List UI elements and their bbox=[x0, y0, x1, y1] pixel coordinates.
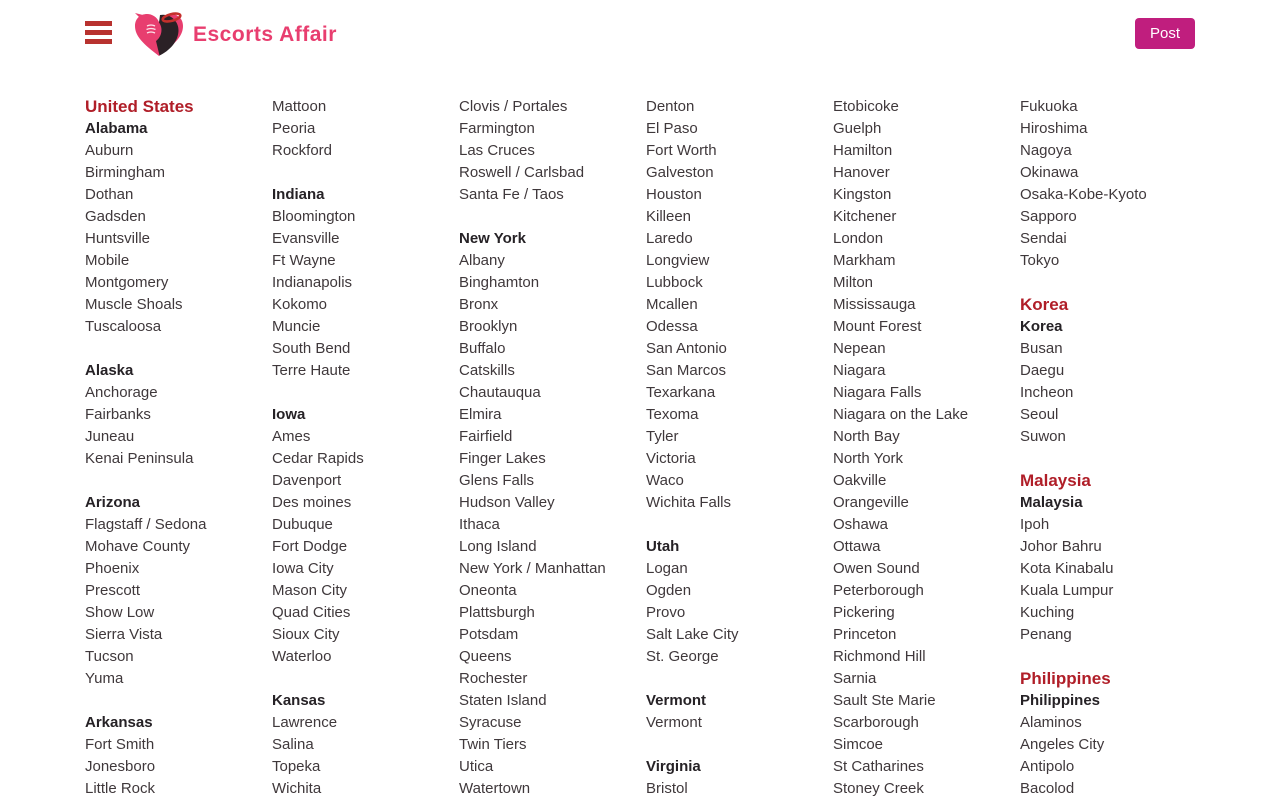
city-link[interactable]: St. George bbox=[646, 648, 719, 665]
directory-column bbox=[459, 96, 646, 800]
city-link[interactable]: Ottawa bbox=[833, 538, 881, 555]
city-link[interactable]: Mohave County bbox=[85, 538, 191, 555]
city-link[interactable]: Bristol bbox=[646, 780, 688, 797]
city-link[interactable]: Niagara bbox=[833, 362, 886, 379]
city-link[interactable]: Penang bbox=[1020, 626, 1072, 643]
city-link[interactable]: Vermont bbox=[646, 714, 702, 731]
city-link[interactable]: Fairbanks bbox=[85, 406, 151, 423]
city-link[interactable]: Daegu bbox=[1020, 362, 1065, 379]
state-header: Malaysia bbox=[1020, 494, 1083, 511]
city-link[interactable]: Anchorage bbox=[85, 384, 158, 401]
city-link[interactable]: Antipolo bbox=[1020, 758, 1075, 775]
row-gap bbox=[459, 206, 646, 228]
country-header: Philippines bbox=[1020, 669, 1111, 688]
city-link[interactable]: Binghamton bbox=[459, 274, 540, 291]
city-link[interactable]: Wichita bbox=[272, 780, 322, 797]
heart-logo-icon bbox=[133, 12, 185, 58]
top-bar bbox=[0, 0, 1280, 70]
city-link[interactable]: Finger Lakes bbox=[459, 450, 546, 467]
city-link[interactable]: Killeen bbox=[646, 208, 692, 225]
city-link[interactable]: Hanover bbox=[833, 164, 890, 181]
city-link[interactable]: Fukuoka bbox=[1020, 98, 1078, 115]
city-link[interactable]: San Marcos bbox=[646, 362, 727, 379]
city-link[interactable]: Waterloo bbox=[272, 648, 332, 665]
row-gap bbox=[85, 338, 272, 360]
city-link[interactable]: Birmingham bbox=[85, 164, 166, 181]
city-link[interactable]: Markham bbox=[833, 252, 896, 269]
city-link[interactable]: Little Rock bbox=[85, 780, 156, 797]
city-link[interactable]: Farmington bbox=[459, 120, 535, 137]
city-link[interactable]: Muscle Shoals bbox=[85, 296, 183, 313]
city-link[interactable]: North Bay bbox=[833, 428, 900, 445]
state-header: Arkansas bbox=[85, 714, 153, 731]
country-header: Malaysia bbox=[1020, 471, 1091, 490]
city-link[interactable]: Angeles City bbox=[1020, 736, 1105, 753]
city-link[interactable]: Princeton bbox=[833, 626, 897, 643]
row-gap bbox=[85, 470, 272, 492]
city-link[interactable]: Etobicoke bbox=[833, 98, 899, 115]
city-link[interactable]: Owen Sound bbox=[833, 560, 920, 577]
city-link[interactable]: Montgomery bbox=[85, 274, 169, 291]
row-gap bbox=[1020, 646, 1207, 668]
city-link[interactable]: Ogden bbox=[646, 582, 692, 599]
city-link[interactable]: Ames bbox=[272, 428, 311, 445]
state-header: Korea bbox=[1020, 318, 1063, 335]
directory bbox=[85, 96, 1207, 800]
city-link[interactable]: Niagara on the Lake bbox=[833, 406, 969, 423]
city-link[interactable]: Elmira bbox=[459, 406, 502, 423]
city-link[interactable]: Lubbock bbox=[646, 274, 703, 291]
city-link[interactable]: Nepean bbox=[833, 340, 886, 357]
city-link[interactable]: Roswell / Carlsbad bbox=[459, 164, 585, 181]
row-gap bbox=[85, 690, 272, 712]
city-link[interactable]: Ipoh bbox=[1020, 516, 1050, 533]
city-link[interactable]: Lawrence bbox=[272, 714, 338, 731]
city-link[interactable]: Tyler bbox=[646, 428, 679, 445]
city-link[interactable]: Fort Dodge bbox=[272, 538, 348, 555]
city-link[interactable]: Provo bbox=[646, 604, 686, 621]
city-link[interactable]: Mobile bbox=[85, 252, 130, 269]
city-link[interactable]: Longview bbox=[646, 252, 710, 269]
city-link[interactable]: Waco bbox=[646, 472, 684, 489]
city-link[interactable]: Alaminos bbox=[1020, 714, 1082, 731]
city-link[interactable]: Fairfield bbox=[459, 428, 513, 445]
city-link[interactable]: London bbox=[833, 230, 884, 247]
city-link[interactable]: Galveston bbox=[646, 164, 714, 181]
city-link[interactable]: Hamilton bbox=[833, 142, 893, 159]
city-link[interactable]: Kota Kinabalu bbox=[1020, 560, 1114, 577]
city-link[interactable]: Guelph bbox=[833, 120, 882, 137]
city-link[interactable]: Catskills bbox=[459, 362, 515, 379]
country-header: United States bbox=[85, 97, 194, 116]
row-gap bbox=[272, 382, 459, 404]
state-header: Philippines bbox=[1020, 692, 1101, 709]
city-link[interactable]: Tuscaloosa bbox=[85, 318, 162, 335]
city-link[interactable]: Mcallen bbox=[646, 296, 698, 313]
city-link[interactable]: Muncie bbox=[272, 318, 321, 335]
city-link[interactable]: El Paso bbox=[646, 120, 698, 137]
state-header: Alaska bbox=[85, 362, 134, 379]
city-link[interactable]: Brooklyn bbox=[459, 318, 518, 335]
city-link[interactable]: Prescott bbox=[85, 582, 141, 599]
row-gap bbox=[272, 162, 459, 184]
state-header: Iowa bbox=[272, 406, 306, 423]
city-link[interactable]: Mason City bbox=[272, 582, 348, 599]
city-link[interactable]: Tokyo bbox=[1020, 252, 1060, 269]
city-link[interactable]: Hudson Valley bbox=[459, 494, 555, 511]
city-link[interactable]: Bacolod bbox=[1020, 780, 1075, 797]
row-gap bbox=[1020, 272, 1207, 294]
city-link[interactable]: Texoma bbox=[646, 406, 699, 423]
city-link[interactable]: Rochester bbox=[459, 670, 528, 687]
row-gap bbox=[1020, 448, 1207, 470]
city-link[interactable]: Mount Forest bbox=[833, 318, 922, 335]
city-link[interactable]: Sapporo bbox=[1020, 208, 1077, 225]
city-link[interactable]: Salina bbox=[272, 736, 314, 753]
country-header: Korea bbox=[1020, 295, 1069, 314]
city-link[interactable]: Oshawa bbox=[833, 516, 889, 533]
city-link[interactable]: Plattsburgh bbox=[459, 604, 535, 621]
city-link[interactable]: Cedar Rapids bbox=[272, 450, 364, 467]
row-gap bbox=[272, 668, 459, 690]
city-link[interactable]: Juneau bbox=[85, 428, 135, 445]
city-link[interactable]: Seoul bbox=[1020, 406, 1059, 423]
city-link[interactable]: Johor Bahru bbox=[1020, 538, 1102, 555]
city-link[interactable]: Hiroshima bbox=[1020, 120, 1088, 137]
city-link[interactable]: Kokomo bbox=[272, 296, 328, 313]
state-header: Utah bbox=[646, 538, 680, 555]
city-link[interactable]: Oakville bbox=[833, 472, 887, 489]
city-link[interactable]: Bloomington bbox=[272, 208, 356, 225]
city-link[interactable]: Auburn bbox=[85, 142, 134, 159]
city-link[interactable]: Watertown bbox=[459, 780, 531, 797]
directory-column bbox=[1020, 96, 1207, 800]
city-link[interactable]: Orangeville bbox=[833, 494, 909, 511]
city-link[interactable]: Kenai Peninsula bbox=[85, 450, 194, 467]
city-link[interactable]: Davenport bbox=[272, 472, 342, 489]
city-link[interactable]: Okinawa bbox=[1020, 164, 1079, 181]
city-link[interactable]: Iowa City bbox=[272, 560, 334, 577]
city-link[interactable]: South Bend bbox=[272, 340, 351, 357]
directory-column bbox=[833, 96, 1020, 800]
city-link[interactable]: Texarkana bbox=[646, 384, 716, 401]
state-header: Vermont bbox=[646, 692, 707, 709]
city-link[interactable]: Jonesboro bbox=[85, 758, 156, 775]
city-link[interactable]: Chautauqua bbox=[459, 384, 541, 401]
state-header: Alabama bbox=[85, 120, 148, 137]
city-link[interactable]: Kuching bbox=[1020, 604, 1075, 621]
city-link[interactable]: Milton bbox=[833, 274, 874, 291]
city-link[interactable]: Quad Cities bbox=[272, 604, 351, 621]
directory-column bbox=[646, 96, 833, 800]
city-link[interactable]: Santa Fe / Taos bbox=[459, 186, 564, 203]
directory-column bbox=[272, 96, 459, 800]
city-link[interactable]: Fort Worth bbox=[646, 142, 717, 159]
city-link[interactable]: Logan bbox=[646, 560, 688, 577]
city-link[interactable]: Niagara Falls bbox=[833, 384, 922, 401]
city-link[interactable]: Pickering bbox=[833, 604, 895, 621]
city-link[interactable]: Twin Tiers bbox=[459, 736, 527, 753]
state-header: Indiana bbox=[272, 186, 325, 203]
city-link[interactable]: Laredo bbox=[646, 230, 693, 247]
city-link[interactable]: Sierra Vista bbox=[85, 626, 163, 643]
city-link[interactable]: Osaka-Kobe-Kyoto bbox=[1020, 186, 1147, 203]
post-button[interactable]: Post bbox=[1135, 18, 1195, 49]
city-link[interactable]: Busan bbox=[1020, 340, 1063, 357]
city-link[interactable]: Utica bbox=[459, 758, 494, 775]
city-link[interactable]: Phoenix bbox=[85, 560, 140, 577]
city-link[interactable]: Sarnia bbox=[833, 670, 877, 687]
city-link[interactable]: Nagoya bbox=[1020, 142, 1072, 159]
state-header: Arizona bbox=[85, 494, 141, 511]
city-link[interactable]: Des moines bbox=[272, 494, 352, 511]
city-link[interactable]: Ft Wayne bbox=[272, 252, 336, 269]
city-link[interactable]: North York bbox=[833, 450, 904, 467]
city-link[interactable]: Topeka bbox=[272, 758, 321, 775]
city-link[interactable]: Ithaca bbox=[459, 516, 500, 533]
city-link[interactable]: Wichita Falls bbox=[646, 494, 732, 511]
city-link[interactable]: Sault Ste Marie bbox=[833, 692, 936, 709]
city-link[interactable]: Kuala Lumpur bbox=[1020, 582, 1114, 599]
city-link[interactable]: Peoria bbox=[272, 120, 316, 137]
city-link[interactable]: Flagstaff / Sedona bbox=[85, 516, 207, 533]
city-link[interactable]: Richmond Hill bbox=[833, 648, 926, 665]
city-link[interactable]: New York / Manhattan bbox=[459, 560, 606, 577]
city-link[interactable]: Dubuque bbox=[272, 516, 333, 533]
row-gap bbox=[646, 734, 833, 756]
row-gap bbox=[646, 668, 833, 690]
city-link[interactable]: Houston bbox=[646, 186, 702, 203]
city-link[interactable]: Bronx bbox=[459, 296, 499, 313]
city-link[interactable]: Salt Lake City bbox=[646, 626, 739, 643]
city-link[interactable]: Evansville bbox=[272, 230, 340, 247]
state-header: New York bbox=[459, 230, 526, 247]
directory-column bbox=[85, 96, 272, 800]
city-link[interactable]: Sendai bbox=[1020, 230, 1067, 247]
city-link[interactable]: Yuma bbox=[85, 670, 124, 687]
city-link[interactable]: Syracuse bbox=[459, 714, 522, 731]
city-link[interactable]: Peterborough bbox=[833, 582, 924, 599]
city-link[interactable]: Show Low bbox=[85, 604, 155, 621]
city-link[interactable]: Las Cruces bbox=[459, 142, 535, 159]
city-link[interactable]: Albany bbox=[459, 252, 505, 269]
city-link[interactable]: Potsdam bbox=[459, 626, 519, 643]
city-link[interactable]: Indianapolis bbox=[272, 274, 353, 291]
city-link[interactable]: Huntsville bbox=[85, 230, 151, 247]
brand-name: Escorts Affair bbox=[193, 23, 337, 46]
city-link[interactable]: Dothan bbox=[85, 186, 134, 203]
city-link[interactable]: San Antonio bbox=[646, 340, 727, 357]
brand-logo[interactable] bbox=[133, 11, 337, 59]
city-link[interactable]: Mississauga bbox=[833, 296, 916, 313]
city-link[interactable]: Simcoe bbox=[833, 736, 884, 753]
state-header: Virginia bbox=[646, 758, 701, 775]
row-gap bbox=[646, 514, 833, 536]
hamburger-menu-icon[interactable] bbox=[85, 21, 112, 44]
city-link[interactable]: Victoria bbox=[646, 450, 696, 467]
city-link[interactable]: Gadsden bbox=[85, 208, 146, 225]
city-link[interactable]: Queens bbox=[459, 648, 512, 665]
city-link[interactable]: Suwon bbox=[1020, 428, 1066, 445]
city-link[interactable]: Oneonta bbox=[459, 582, 517, 599]
state-header: Kansas bbox=[272, 692, 326, 709]
city-link[interactable]: Buffalo bbox=[459, 340, 506, 357]
city-link[interactable]: Sioux City bbox=[272, 626, 340, 643]
city-link[interactable]: Stoney Creek bbox=[833, 780, 924, 797]
city-link[interactable]: Mattoon bbox=[272, 98, 327, 115]
city-link[interactable]: Rockford bbox=[272, 142, 333, 159]
city-link[interactable]: Long Island bbox=[459, 538, 537, 555]
city-link[interactable]: Kitchener bbox=[833, 208, 897, 225]
city-link[interactable]: Fort Smith bbox=[85, 736, 155, 753]
city-link[interactable]: Scarborough bbox=[833, 714, 919, 731]
city-link[interactable]: Kingston bbox=[833, 186, 892, 203]
city-link[interactable]: Clovis / Portales bbox=[459, 98, 568, 115]
city-link[interactable]: Glens Falls bbox=[459, 472, 535, 489]
city-link[interactable]: Incheon bbox=[1020, 384, 1074, 401]
city-link[interactable]: St Catharines bbox=[833, 758, 924, 775]
city-link[interactable]: Terre Haute bbox=[272, 362, 351, 379]
city-link[interactable]: Tucson bbox=[85, 648, 134, 665]
city-link[interactable]: Odessa bbox=[646, 318, 698, 335]
city-link[interactable]: Staten Island bbox=[459, 692, 547, 709]
city-link[interactable]: Denton bbox=[646, 98, 695, 115]
